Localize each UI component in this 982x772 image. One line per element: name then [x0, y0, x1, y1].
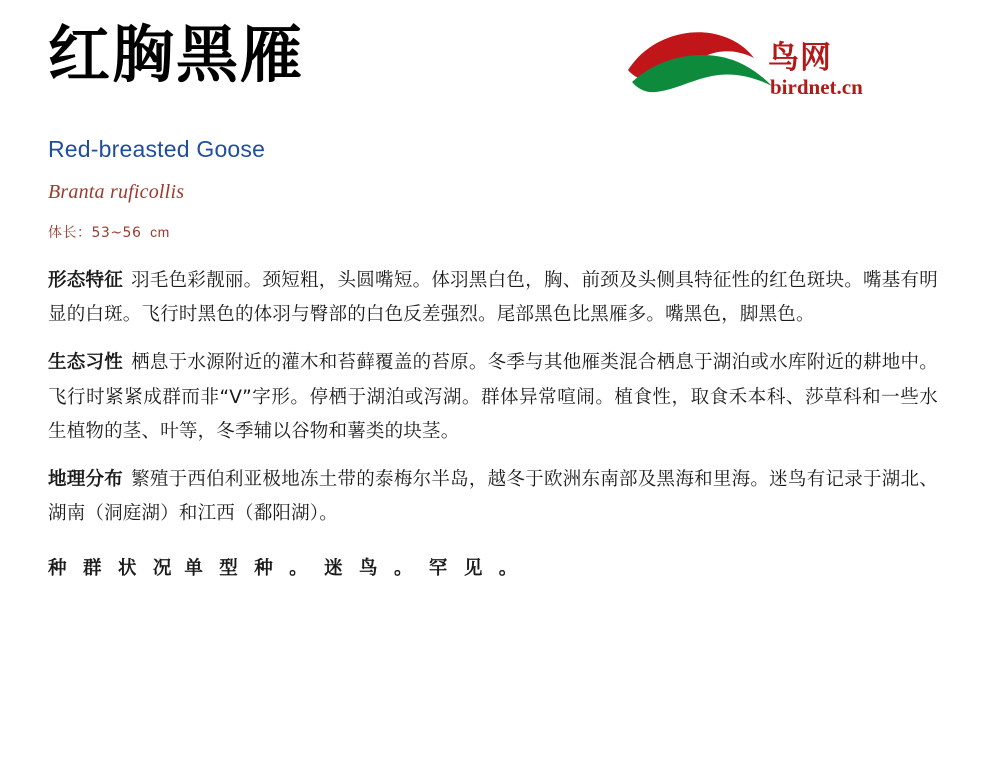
section-text: 羽毛色彩靓丽。颈短粗，头圆嘴短。体羽黑白色，胸、前颈及头侧具特征性的红色斑块。嘴基有明显的白斑。飞行时黑色的体羽与臀部的白色反差强烈。尾部黑色比黑雁多。嘴黑色，脚黑色。: [48, 270, 938, 326]
english-name: Red-breasted Goose: [48, 136, 266, 162]
logo-text-en: birdnet.cn: [770, 75, 863, 99]
section-heading: 种 群 状 况: [48, 557, 177, 579]
body-length-unit: cm: [150, 224, 170, 240]
scientific-name: Branta ruficollis: [48, 181, 185, 203]
birdnet-logo: [626, 26, 886, 118]
logo-text-cn: 鸟网: [768, 40, 832, 76]
section-text: 繁殖于西伯利亚极地冻土带的泰梅尔半岛，越冬于欧洲东南部及黑海和里海。迷鸟有记录于湖北、湖南（洞庭湖）和江西（鄱阳湖）。: [48, 469, 938, 525]
section-population: [48, 552, 938, 586]
body-length: [48, 222, 938, 242]
section-text: 栖息于水源附近的灌木和苔藓覆盖的苔原。冬季与其他雁类混合栖息于湖泊或水库附近的耕地中。飞行时紧紧成群而非“V”字形。停栖于湖泊或泻湖。群体异常喧闹。植食性，取食禾本科、莎草科和一些水生植物的茎、叶等，冬季辅以谷物和薯类的块茎。: [48, 352, 938, 442]
section-heading: 地理分布: [48, 469, 124, 491]
body-length-value: 53~56: [91, 225, 142, 241]
description-sections: [44, 264, 938, 586]
section-morphology: [48, 264, 938, 332]
section-heading: 生态习性: [48, 352, 124, 374]
section-habits: [48, 346, 938, 449]
bird-swoosh-icon: [626, 30, 776, 94]
section-heading: 形态特征: [48, 270, 124, 291]
section-text: 单 型 种 。 迷 鸟 。 罕 见 。: [184, 557, 523, 579]
section-distribution: [48, 463, 938, 531]
body-length-label: 体长：: [48, 225, 92, 241]
page-title: 红胸黑雁: [48, 18, 305, 91]
page-header: [44, 0, 938, 130]
